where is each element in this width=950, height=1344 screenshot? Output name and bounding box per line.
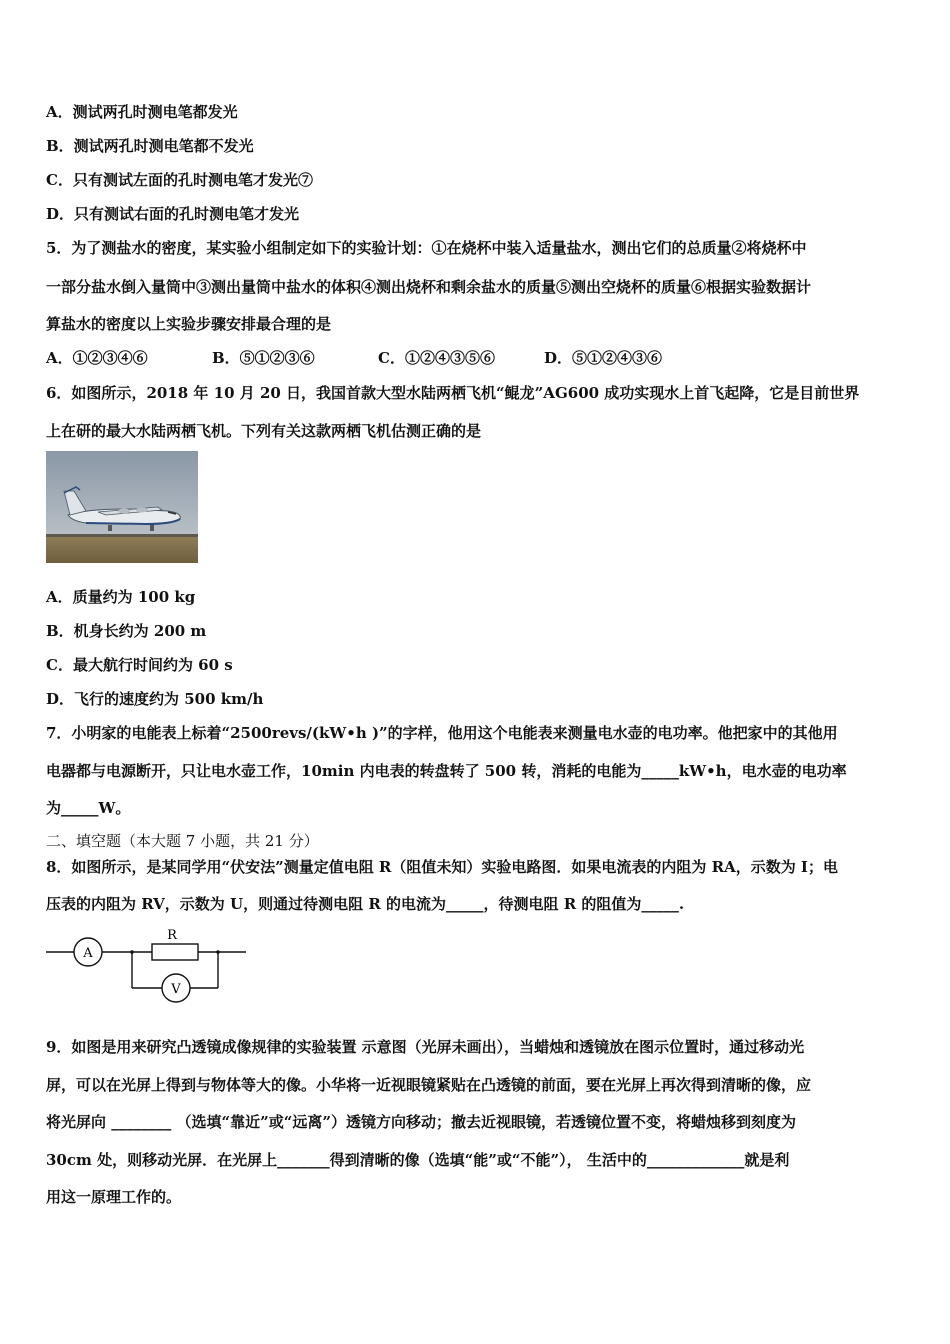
q8-stem-line1: 8．如图所示，是某同学用“伏安法”测量定值电阻 R（阻值未知）实验电路图．如果电流表的内阻为 RA，示数为 I；电 bbox=[46, 858, 838, 876]
resistor-label: R bbox=[167, 928, 177, 943]
q6-stem-line1: 6．如图所示，2018 年 10 月 20 日，我国首款大型水陆两栖飞机“鲲龙”AG600 成功实现水上首飞起降，它是目前世界 bbox=[46, 384, 860, 402]
q6-option-a: A．质量约为 100 kg bbox=[46, 588, 196, 606]
q5-option-b: B．⑤①②③⑥ bbox=[212, 349, 315, 367]
q7-stem-line1: 7．小明家的电能表上标着“2500revs/(kW•h )”的字样，他用这个电能表来测量电水壶的电功率。他把家中的其他用 bbox=[46, 724, 838, 742]
q5-option-a: A．①②③④⑥ bbox=[46, 349, 148, 367]
voltmeter-label: V bbox=[171, 982, 181, 997]
q4-option-c: C．只有测试左面的孔时测电笔才发光⑦ bbox=[46, 171, 313, 189]
resistor-symbol bbox=[152, 944, 198, 960]
airplane-photo bbox=[46, 451, 198, 563]
q9-stem-line1: 9．如图是用来研究凸透镜成像规律的实验装置 示意图（光屏未画出），当蜡烛和透镜放在图示位置时，通过移动光 bbox=[46, 1038, 805, 1056]
q4-option-d: D．只有测试右面的孔时测电笔才发光 bbox=[46, 205, 300, 223]
q4-option-a: A．测试两孔时测电笔都发光 bbox=[46, 103, 238, 121]
q4-option-b: B．测试两孔时测电笔都不发光 bbox=[46, 137, 254, 155]
q5-stem-line2: 一部分盐水倒入量筒中③测出量筒中盐水的体积④测出烧杯和剩余盐水的质量⑤测出空烧杯的质量⑥根据实验数据计 bbox=[46, 278, 812, 296]
q5-stem-line1: 5．为了测盐水的密度，某实验小组制定如下的实验计划：①在烧杯中装入适量盐水，测出它们的总质量②将烧杯中 bbox=[46, 239, 807, 257]
q6-option-c: C．最大航行时间约为 60 s bbox=[46, 656, 233, 674]
section-heading: 二、填空题（本大题 7 小题，共 21 分） bbox=[46, 832, 319, 850]
circuit-diagram bbox=[44, 926, 254, 1006]
q9-stem-line5: 用这一原理工作的。 bbox=[46, 1188, 182, 1206]
ammeter-label: A bbox=[83, 946, 93, 961]
q7-stem-line3: 为_____W。 bbox=[46, 799, 131, 817]
q5-options bbox=[46, 348, 662, 368]
q6-option-d: D．飞行的速度约为 500 km/h bbox=[46, 690, 264, 708]
q9-stem-line3: 将光屏向 ________ （选填“靠近”或“远离”）透镜方向移动；撤去近视眼镜，若透镜位置不变，将蜡烛移到刻度为 bbox=[46, 1113, 796, 1131]
q5-option-d: D．⑤①②④③⑥ bbox=[544, 349, 663, 367]
q5-stem-line3: 算盐水的密度以上实验步骤安排最合理的是 bbox=[46, 315, 332, 333]
q6-stem-line2: 上在研的最大水陆两栖飞机。下列有关这款两栖飞机估测正确的是 bbox=[46, 422, 482, 440]
q8-stem-line2: 压表的内阻为 RV，示数为 U，则通过待测电阻 R 的电流为_____，待测电阻 R 的阻值为_____. bbox=[46, 895, 685, 913]
q5-option-c: C．①②④③⑤⑥ bbox=[378, 349, 495, 367]
q7-stem-line2: 电器都与电源断开，只让电水壶工作，10min 内电表的转盘转了 500 转，消耗的电能为_____kW•h，电水壶的电功率 bbox=[46, 762, 847, 780]
q9-stem-line4: 30cm 处，则移动光屏．在光屏上_______得到清晰的像（选填“能”或“不能”）， 生活中的_____________就是利 bbox=[46, 1151, 790, 1169]
q6-option-b: B．机身长约为 200 m bbox=[46, 622, 207, 640]
q9-stem-line2: 屏，可以在光屏上得到与物体等大的像。小华将一近视眼镜紧贴在凸透镜的前面，要在光屏上再次得到清晰的像，应 bbox=[46, 1076, 812, 1094]
